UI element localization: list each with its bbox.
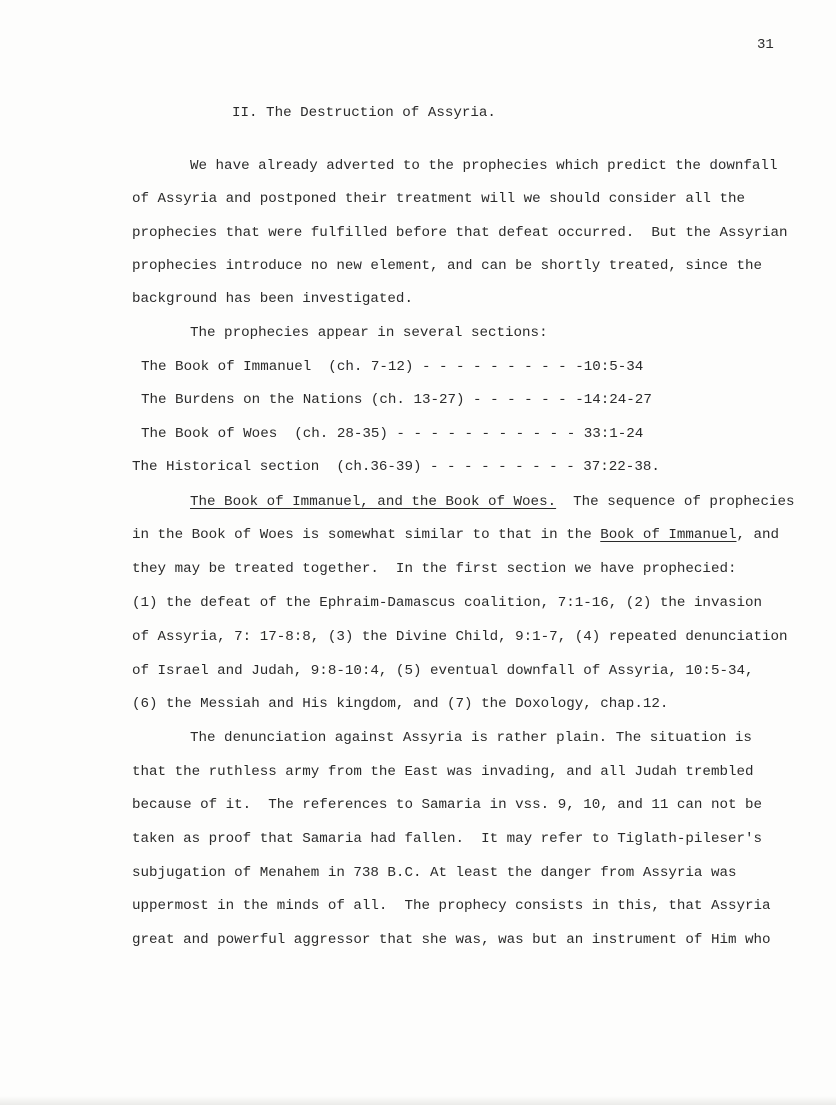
intro-line: prophecies introduce no new element, and can be shortly treated, since the [132, 258, 763, 274]
page-number: 31 [757, 37, 774, 53]
para3-line: because of it. The references to Samaria in vss. 9, 10, and 11 can not be [132, 797, 763, 813]
section-list-item: The Burdens on the Nations (ch. 13-27) - - - - - - -14:24-27 [141, 392, 652, 408]
para2-line-text: The sequence of prophecies [556, 494, 795, 510]
para3-line: subjugation of Menahem in 738 B.C. At least the danger from Assyria was [132, 865, 737, 881]
sections-intro: The prophecies appear in several sections: [190, 325, 548, 341]
section-list-item: The Historical section (ch.36-39) - - - - - - - - - 37:22-38. [132, 459, 660, 475]
para2-line: they may be treated together. In the first section we have prophecied: [132, 561, 737, 577]
para2-line: of Israel and Judah, 9:8-10:4, (5) eventual downfall of Assyria, 10:5-34, [132, 663, 754, 679]
para2-line: of Assyria, 7: 17-8:8, (3) the Divine Child, 9:1-7, (4) repeated denunciation [132, 629, 788, 645]
para2-first-line [190, 493, 795, 511]
para2-line-text: in the Book of Woes is somewhat similar to that in the [132, 527, 601, 543]
section-list-item: The Book of Woes (ch. 28-35) - - - - - - - - - - - 33:1-24 [141, 426, 644, 442]
para2-line: (6) the Messiah and His kingdom, and (7) the Doxology, chap.12. [132, 696, 669, 712]
para3-line: that the ruthless army from the East was invading, and all Judah trembled [132, 764, 754, 780]
intro-line: of Assyria and postponed their treatment will we should consider all the [132, 191, 745, 207]
subsection-heading: The Book of Immanuel, and the Book of Woes. [190, 494, 557, 510]
intro-line: We have already adverted to the prophecies which predict the downfall [190, 158, 778, 174]
intro-line: prophecies that were fulfilled before that defeat occurred. But the Assyrian [132, 225, 788, 241]
para2-second-line [132, 526, 779, 544]
section-heading: II. The Destruction of Assyria. [232, 105, 496, 121]
book-title-reference: Book of Immanuel [600, 527, 737, 543]
para3-line: The denunciation against Assyria is rather plain. The situation is [190, 730, 752, 746]
para3-line: great and powerful aggressor that she was, was but an instrument of Him who [132, 932, 771, 948]
para3-line: uppermost in the minds of all. The prophecy consists in this, that Assyria [132, 898, 771, 914]
para3-line: taken as proof that Samaria had fallen. It may refer to Tiglath-pileser's [132, 831, 763, 847]
paper-bottom-edge [0, 1096, 836, 1105]
intro-line: background has been investigated. [132, 291, 413, 307]
para2-line: (1) the defeat of the Ephraim-Damascus coalition, 7:1-16, (2) the invasion [132, 595, 763, 611]
section-list-item: The Book of Immanuel (ch. 7-12) - - - - - - - - - -10:5-34 [141, 359, 644, 375]
para2-line-text: , and [736, 527, 780, 543]
